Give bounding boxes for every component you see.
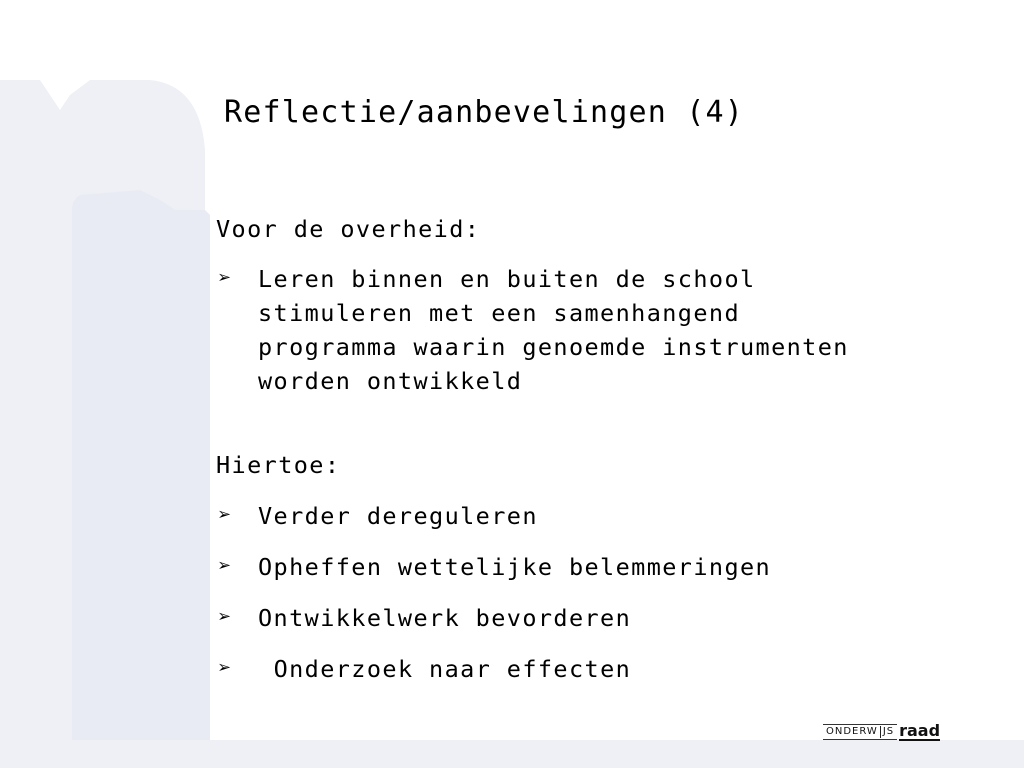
arrow-bullet-icon: ➢ xyxy=(218,656,233,681)
arrow-bullet-icon: ➢ xyxy=(218,503,233,528)
arrow-bullet-icon: ➢ xyxy=(218,266,233,291)
arrow-bullet-icon: ➢ xyxy=(218,605,233,630)
bullet-text: Onderzoek naar effecten xyxy=(258,655,632,683)
logo-wordmark-left: ONDERW JS xyxy=(823,724,897,740)
section-heading-overheid: Voor de overheid: xyxy=(216,215,481,243)
logo-wordmark-right: raad xyxy=(899,721,941,740)
bullet-item xyxy=(216,601,936,635)
bullet-item xyxy=(216,550,936,584)
bullet-item xyxy=(216,499,936,533)
bullet-text: Ontwikkelwerk bevorderen xyxy=(258,604,632,632)
bullet-text: Leren binnen en buiten de school stimuleren met een samenhangend programma waarin genoemde instrumenten worden ontwikkeld xyxy=(258,265,849,395)
bullet-text: Verder dereguleren xyxy=(258,502,538,530)
slide-content xyxy=(216,212,936,686)
bullet-item xyxy=(216,652,936,686)
slide-title: Reflectie/aanbevelingen (4) xyxy=(224,95,745,130)
logo-divider xyxy=(880,726,881,738)
bullet-text: Opheffen wettelijke belemmeringen xyxy=(258,553,772,581)
section-heading-hiertoe: Hiertoe: xyxy=(216,451,341,479)
bullet-item xyxy=(216,262,936,398)
arrow-bullet-icon: ➢ xyxy=(218,554,233,579)
onderwijsraad-logo xyxy=(823,722,940,742)
